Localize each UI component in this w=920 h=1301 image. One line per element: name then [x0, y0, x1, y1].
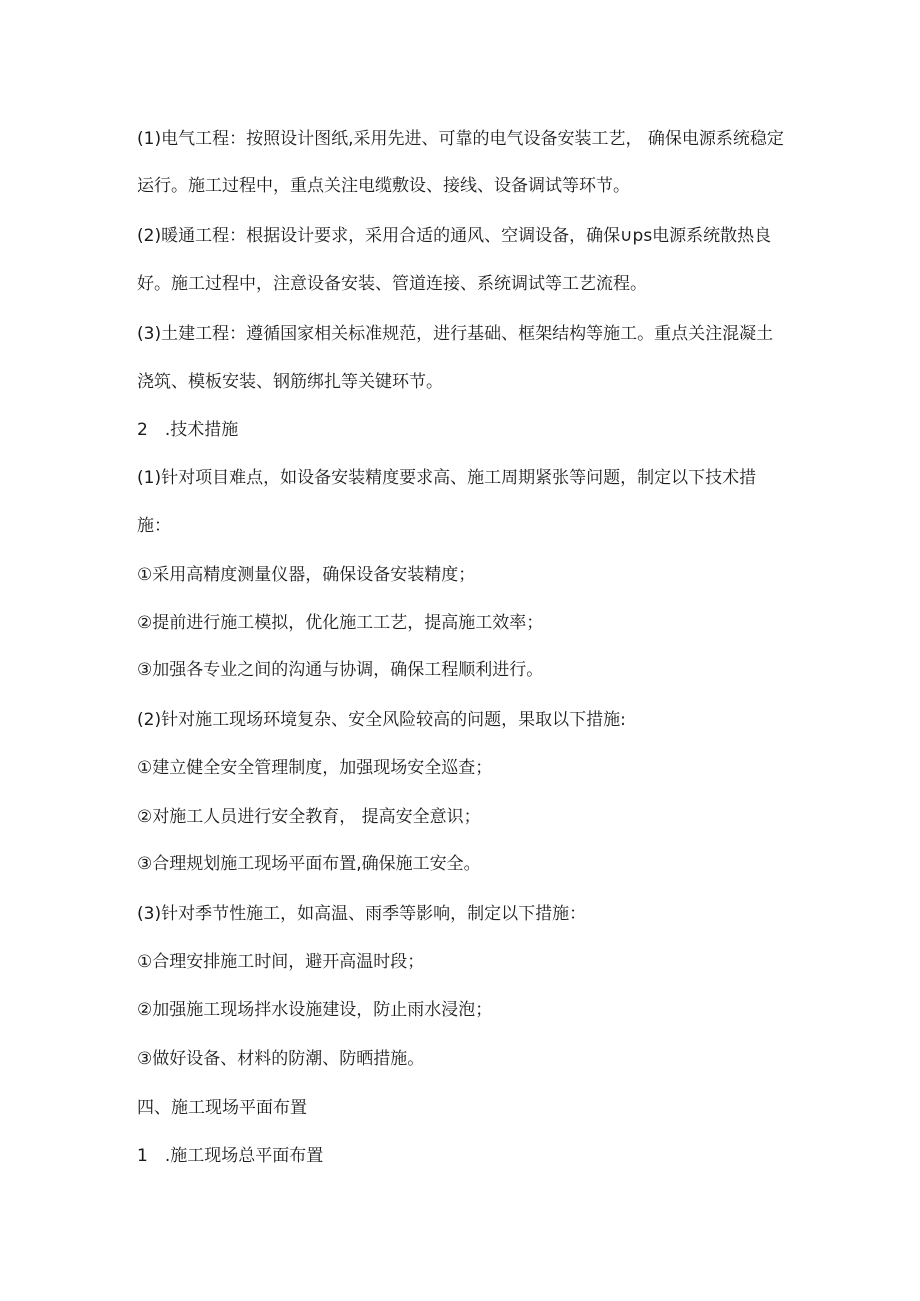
list-item-seasonal-2: ②加强施工现场拌水设施建设，防止雨水浸泡；: [137, 1000, 493, 1020]
para-seasonal: (3)针对季节性施工，如高温、雨季等影响，制定以下措施：: [137, 904, 587, 924]
list-item-safety-1: ①建立健全安全管理制度，加强现场安全巡查；: [137, 758, 493, 778]
section-heading-site-layout: 四、施工现场平面布置: [137, 1098, 307, 1118]
para-safety: (2)针对施工现场环境复杂、安全风险较高的问题，果取以下措施:: [137, 710, 626, 730]
para-civil-line-1: (3)土建工程：遵循国家相关标准规范，进行基础、框架结构等施工。重点关注混凝土: [137, 324, 774, 344]
list-item-measure-2: ②提前进行施工模拟，优化施工工艺，提高施工效率；: [137, 613, 544, 633]
section-heading-tech-measures: 2 .技术措施: [137, 420, 239, 440]
list-item-seasonal-3: ③做好设备、材料的防潮、防晒措施。: [137, 1049, 425, 1069]
para-hvac-line-2: 好。施工过程中，注意设备安装、管道连接、系统调试等工艺流程。: [137, 274, 647, 294]
list-item-measure-3: ③加强各专业之间的沟通与协调，确保工程顺利进行。: [137, 660, 544, 680]
para-difficulty-line-2: 施：: [137, 516, 171, 536]
para-difficulty-line-1: (1)针对项目难点，如设备安装精度要求高、施工周期紧张等问题，制定以下技术措: [137, 468, 757, 488]
list-item-seasonal-1: ①合理安排施工时间，避开高温时段；: [137, 952, 425, 972]
list-item-measure-1: ①采用高精度测量仪器，确保设备安装精度；: [137, 565, 476, 585]
list-item-safety-2: ②对施工人员进行安全教育， 提高安全意识；: [137, 807, 481, 827]
list-item-safety-3: ③合理规划施工现场平面布置,确保施工安全。: [137, 854, 481, 874]
para-electrical-line-1: (1)电气工程：按照设计图纸,采用先进、可靠的电气设备安装工艺， 确保电源系统稳定: [137, 129, 784, 149]
para-electrical-line-2: 运行。施工过程中，重点关注电缆敷设、接线、设备调试等环节。: [137, 176, 630, 196]
para-hvac-line-1: (2)暖通工程：根据设计要求，采用合适的通风、空调设备，确保∪ps电源系统散热良: [137, 226, 772, 246]
para-civil-line-2: 浇筑、模板安装、钢筋绑扎等关键环节。: [137, 372, 443, 392]
subsection-heading-general-layout: 1 .施工现场总平面布置: [137, 1146, 324, 1166]
